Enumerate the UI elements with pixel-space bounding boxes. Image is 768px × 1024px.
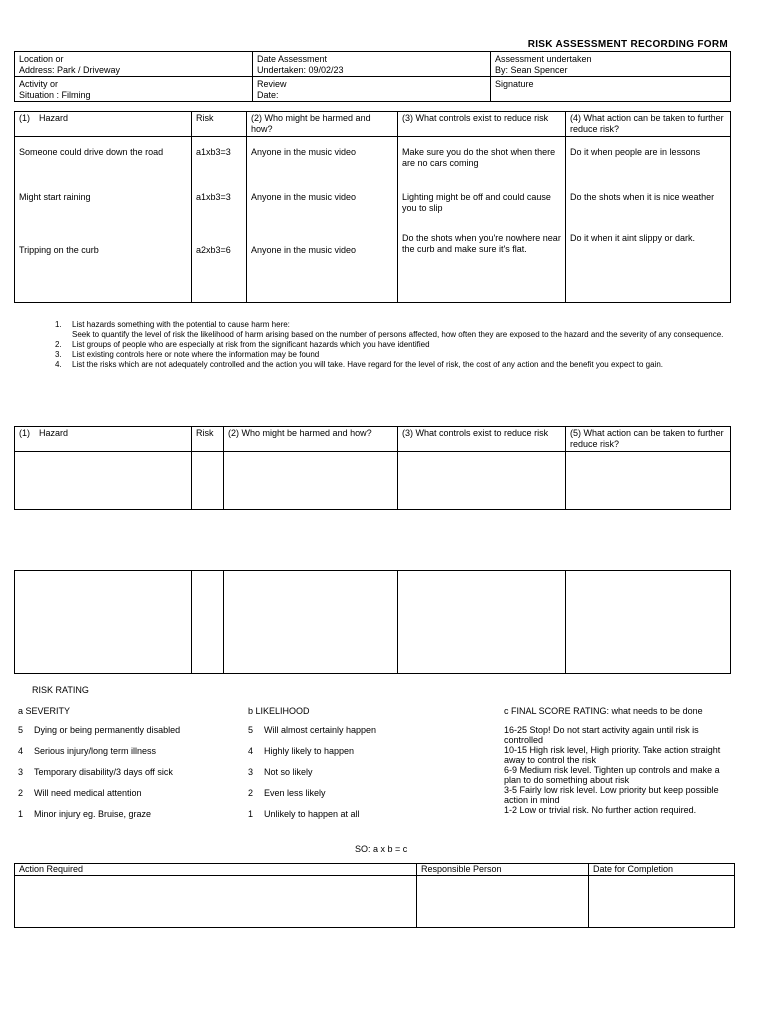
review-cell[interactable] [253, 77, 491, 102]
final-score-heading: c FINAL SCORE RATING: what needs to be done [504, 706, 703, 716]
risk-cell[interactable]: a1xb3=3 [192, 137, 247, 183]
list-item: 6-9 Medium risk level. Tighten up controls and make a plan to do something about risk [504, 765, 720, 785]
table-row [15, 452, 731, 510]
list-item: 3-5 Fairly low risk level. Low priority but keep possible action in mind [504, 785, 719, 805]
activity-label: Activity or [19, 79, 59, 89]
date-assessment-label: Date Assessment [257, 54, 328, 64]
list-item: 3 Not so likely [248, 767, 313, 777]
review-value: Date: [257, 90, 279, 100]
who-cell[interactable] [224, 452, 398, 510]
list-item: 5 Will almost certainly happen [248, 725, 377, 735]
table-row [15, 571, 731, 674]
controls-cell[interactable] [398, 571, 566, 674]
list-item: 1 Unlikely to happen at all [248, 809, 360, 819]
assessor-value: By: Sean Spencer [495, 65, 568, 75]
list-item: 4 Highly likely to happen [248, 746, 355, 756]
final-score-column [504, 706, 730, 815]
table-row [15, 137, 731, 183]
hazard-cell[interactable]: Might start raining [15, 182, 192, 229]
responsible-person-header: Responsible Person [417, 864, 589, 876]
action-required-cell[interactable] [15, 876, 417, 928]
severity-column [18, 706, 243, 830]
who-header: (2) Who might be harmed and how? [224, 427, 398, 452]
table-row [15, 876, 735, 928]
completion-date-header: Date for Completion [589, 864, 735, 876]
action-table [14, 863, 735, 928]
who-header: (2) Who might be harmed and how? [247, 112, 398, 137]
table-row [15, 229, 731, 303]
risk-cell[interactable] [192, 571, 224, 674]
list-item: 3. List existing controls here or note where the information may be found [55, 350, 320, 359]
hazard-header: (1) Hazard [15, 427, 192, 452]
action-cell[interactable]: Do it when it aint slippy or dark. [566, 229, 731, 303]
list-item: 4. List the risks which are not adequately controlled and the action you will take. Have regard for the level of risk, the cost of any action and the benefit you expect to gain. [55, 360, 664, 369]
assessor-cell[interactable] [491, 52, 731, 77]
instructions-list [55, 320, 735, 370]
action-header: (4) What action can be taken to further reduce risk? [566, 112, 731, 137]
action-cell[interactable]: Do it when people are in lessons [566, 137, 731, 183]
action-cell[interactable] [566, 452, 731, 510]
risk-rating-title: RISK RATING [32, 685, 89, 695]
likelihood-heading: b LIKELIHOOD [248, 706, 310, 716]
who-cell[interactable]: Anyone in the music video [247, 137, 398, 183]
date-assessment-cell[interactable] [253, 52, 491, 77]
risk-cell[interactable] [192, 452, 224, 510]
action-cell[interactable] [566, 571, 731, 674]
severity-heading: a SEVERITY [18, 706, 71, 716]
completion-date-cell[interactable] [589, 876, 735, 928]
activity-value: Situation : Filming [19, 90, 91, 100]
hazard-cell[interactable] [15, 452, 192, 510]
header-info-table [14, 51, 731, 102]
controls-cell[interactable] [398, 452, 566, 510]
assessor-label: Assessment undertaken [495, 54, 592, 64]
list-item: 2 Will need medical attention [18, 788, 142, 798]
list-item: 4 Serious injury/long term illness [18, 746, 157, 756]
who-cell[interactable]: Anyone in the music video [247, 182, 398, 229]
action-cell[interactable]: Do the shots when it is nice weather [566, 182, 731, 229]
controls-header: (3) What controls exist to reduce risk [398, 427, 566, 452]
hazard-table-continued [14, 570, 731, 674]
list-item: 1 Minor injury eg. Bruise, graze [18, 809, 152, 819]
controls-cell[interactable]: Lighting might be off and could cause you to slip [398, 182, 566, 229]
hazard-table [14, 111, 731, 303]
location-value: Address: Park / Driveway [19, 65, 121, 75]
list-item: 3 Temporary disability/3 days off sick [18, 767, 173, 777]
hazard-cell[interactable]: Tripping on the curb [15, 229, 192, 303]
list-item: 1-2 Low or trivial risk. No further action required. [504, 805, 697, 815]
hazard-cell[interactable]: Someone could drive down the road [15, 137, 192, 183]
who-cell[interactable]: Anyone in the music video [247, 229, 398, 303]
hazard-cell[interactable] [15, 571, 192, 674]
controls-header: (3) What controls exist to reduce risk [398, 112, 566, 137]
list-item: 2 Even less likely [248, 788, 326, 798]
signature-cell[interactable] [491, 77, 731, 102]
action-required-header: Action Required [15, 864, 417, 876]
controls-cell[interactable]: Do the shots when you're nowhere near the curb and make sure it's flat. [398, 229, 566, 303]
date-assessment-value: Undertaken: 09/02/23 [257, 65, 344, 75]
risk-header: Risk [192, 112, 247, 137]
signature-label: Signature [495, 79, 534, 89]
table-row [15, 182, 731, 229]
location-label: Location or [19, 54, 64, 64]
list-item: 2. List groups of people who are especially at risk from the significant hazards which you have identified [55, 340, 430, 349]
risk-cell[interactable]: a2xb3=6 [192, 229, 247, 303]
form-title: RISK ASSESSMENT RECORDING FORM [527, 39, 728, 50]
list-item: 5 Dying or being permanently disabled [18, 725, 181, 735]
hazard-table-blank [14, 426, 731, 510]
list-item: 10-15 High risk level, High priority. Take action straight away to control the risk [504, 745, 721, 765]
risk-header: Risk [192, 427, 224, 452]
who-cell[interactable] [224, 571, 398, 674]
risk-cell[interactable]: a1xb3=3 [192, 182, 247, 229]
location-cell[interactable] [15, 52, 253, 77]
controls-cell[interactable]: Make sure you do the shot when there are no cars coming [398, 137, 566, 183]
activity-cell[interactable] [15, 77, 253, 102]
review-label: Review [257, 79, 287, 89]
likelihood-column [248, 706, 488, 830]
list-item: 16-25 Stop! Do not start activity again until risk is controlled [504, 725, 699, 745]
list-item: 1. List hazards something with the potential to cause harm here: Seek to quantify the level of risk the likelihood of harm arising based on the number of persons affected, how often they are exposed to the hazard and the severity of any consequence. [55, 320, 724, 339]
hazard-header: (1) Hazard [15, 112, 192, 137]
score-formula: SO: a x b = c [355, 844, 408, 854]
action-header: (5) What action can be taken to further reduce risk? [566, 427, 731, 452]
responsible-person-cell[interactable] [417, 876, 589, 928]
